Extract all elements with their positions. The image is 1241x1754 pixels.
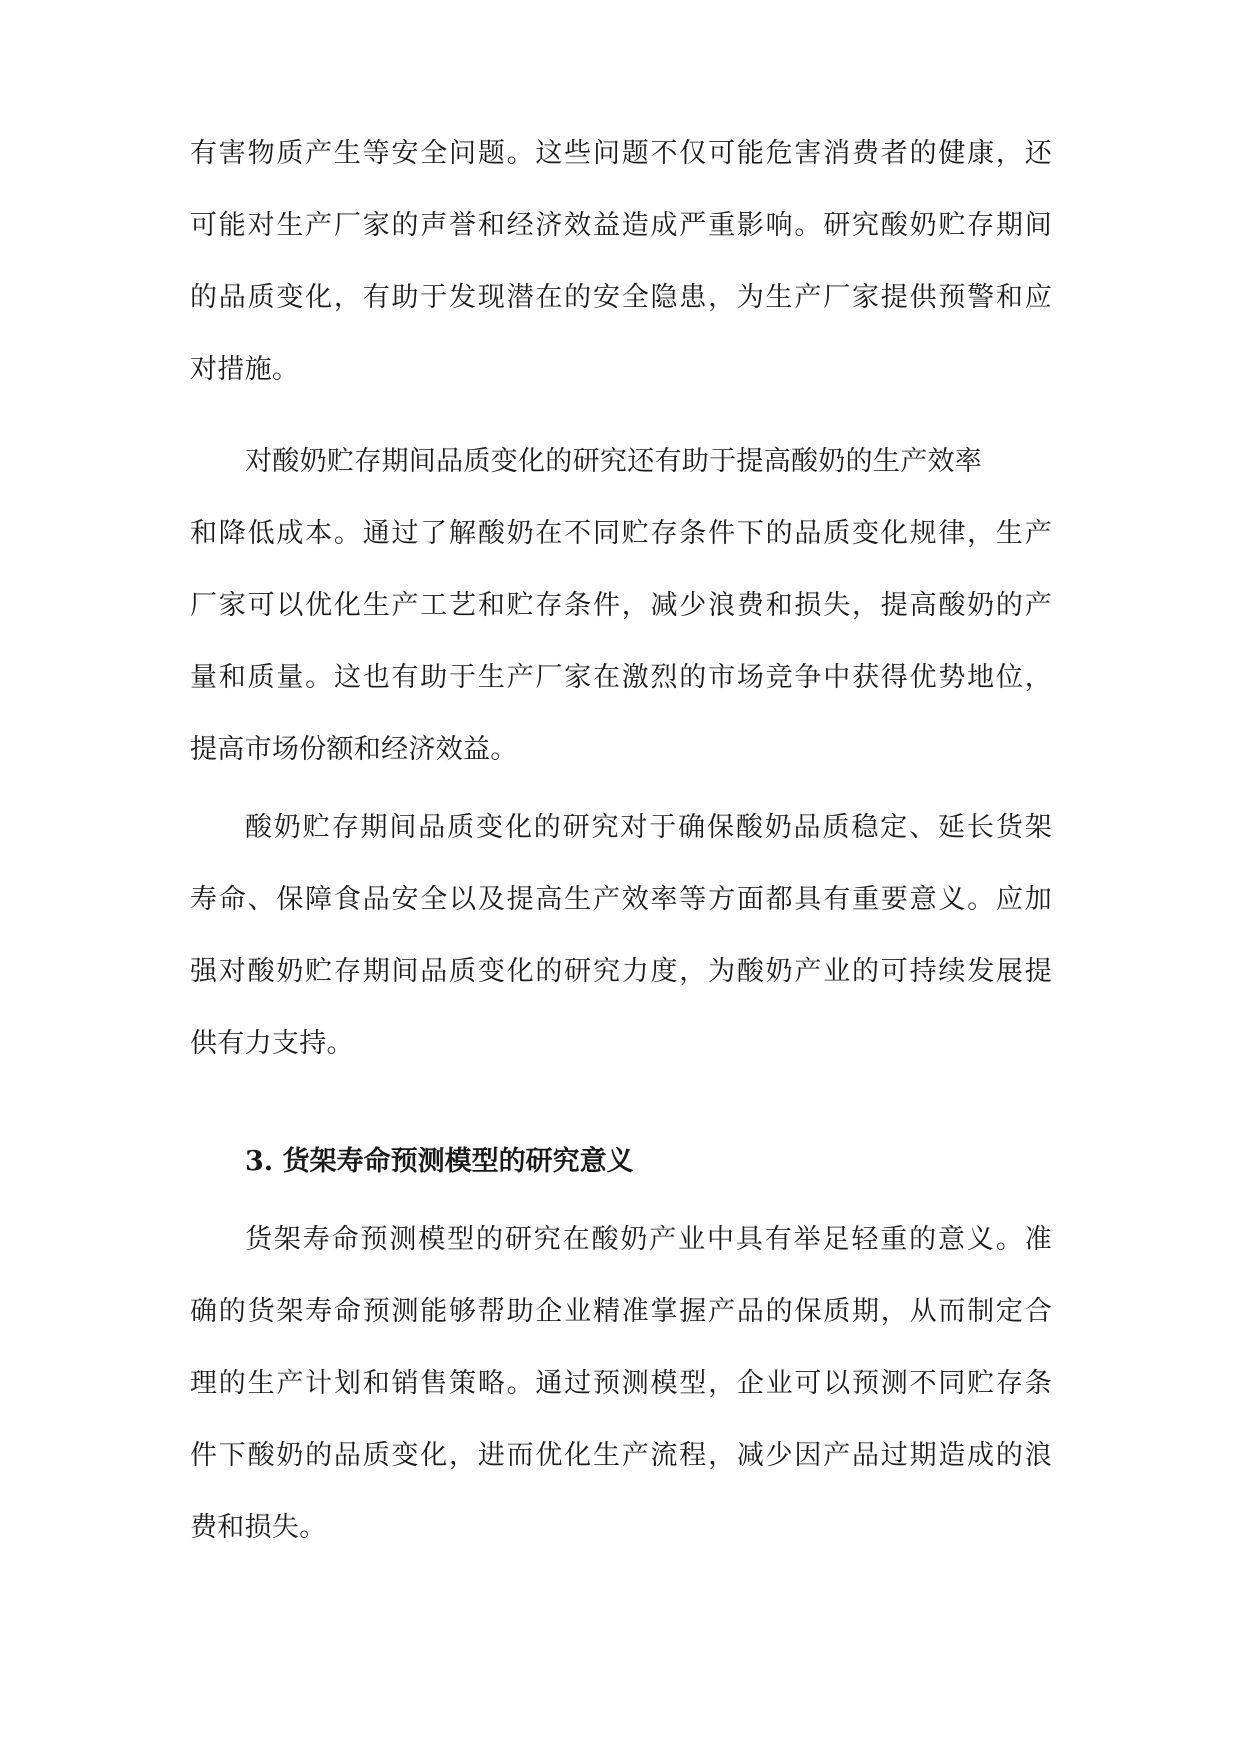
- paragraph-line: 强对酸奶贮存期间品质变化的研究力度，为酸奶产业的可持续发展提: [190, 956, 1052, 987]
- paragraph-line: 可能对生产厂家的声誉和经济效益造成严重影响。研究酸奶贮存期间: [190, 210, 1052, 241]
- section-heading: 3. 货架寿命预测模型的研究意义: [245, 1146, 634, 1177]
- paragraph-line: 厂家可以优化生产工艺和贮存条件，减少浪费和损失，提高酸奶的产: [190, 590, 1052, 621]
- paragraph-line: 对措施。: [190, 354, 300, 385]
- paragraph-line: 量和质量。这也有助于生产厂家在激烈的市场竞争中获得优势地位，: [190, 662, 1052, 693]
- paragraph-line: 件下酸奶的品质变化，进而优化生产流程，减少因产品过期造成的浪: [190, 1440, 1052, 1471]
- paragraph-line: 费和损失。: [190, 1512, 327, 1543]
- paragraph-line: 酸奶贮存期间品质变化的研究对于确保酸奶品质稳定、延长货架: [245, 812, 1052, 843]
- paragraph-line: 和降低成本。通过了解酸奶在不同贮存条件下的品质变化规律，生产: [190, 518, 1052, 549]
- paragraph-line: 的品质变化，有助于发现潜在的安全隐患，为生产厂家提供预警和应: [190, 282, 1052, 313]
- paragraph-line: 供有力支持。: [190, 1028, 354, 1059]
- paragraph-line: 有害物质产生等安全问题。这些问题不仅可能危害消费者的健康，还: [190, 138, 1052, 169]
- paragraph-line: 确的货架寿命预测能够帮助企业精准掌握产品的保质期，从而制定合: [190, 1296, 1052, 1327]
- paragraph-line: 提高市场份额和经济效益。: [190, 734, 518, 765]
- paragraph-line: 对酸奶贮存期间品质变化的研究还有助于提高酸奶的生产效率: [245, 446, 983, 477]
- paragraph-line: 货架寿命预测模型的研究在酸奶产业中具有举足轻重的意义。准: [245, 1224, 1052, 1255]
- paragraph-line: 寿命、保障食品安全以及提高生产效率等方面都具有重要意义。应加: [190, 884, 1052, 915]
- paragraph-line: 理的生产计划和销售策略。通过预测模型，企业可以预测不同贮存条: [190, 1368, 1052, 1399]
